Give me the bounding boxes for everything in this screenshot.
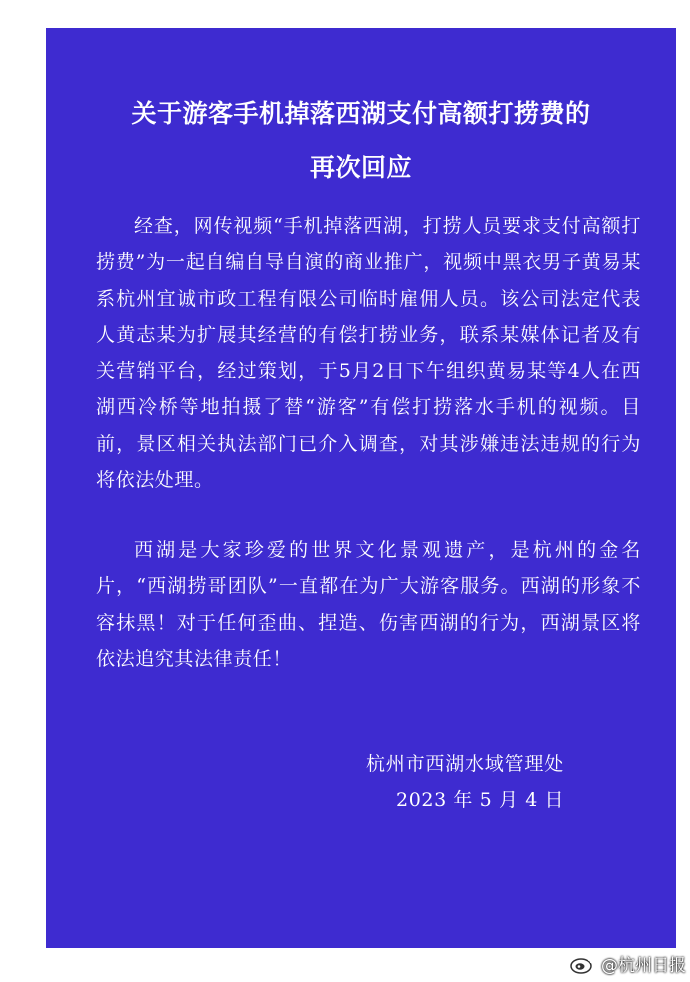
title-line-1: 关于游客手机掉落西湖支付高额打捞费的 xyxy=(131,99,591,128)
watermark-text: @杭州日报 xyxy=(601,956,686,976)
weibo-icon xyxy=(569,954,597,974)
notice-card xyxy=(46,28,676,948)
signature-organization: 杭州市西湖水域管理处 xyxy=(366,753,565,775)
signature-date: 2023 年 5 月 4 日 xyxy=(396,789,565,811)
weibo-watermark xyxy=(569,951,686,976)
body-paragraph-1: 经查，网传视频“手机掉落西湖，打捞人员要求支付高额打捞费”为一起自编自导自演的商业推广，视频中黑衣男子黄易某系杭州宜诚市政工程有限公司临时雇佣人员。该公司法定代表人黄志某为扩展其经营的有偿打捞业务，联系某媒体记者及有关营销平台，经过策划，于5月2日下午组织黄易某等4人在西湖西冷桥等地拍摄了替“游客”有偿打捞落水手机的视频。目前，景区相关执法部门已介入调查，对其涉嫌违法违规的行为将依法处理。 xyxy=(96,215,641,492)
body-paragraph-2: 西湖是大家珍爱的世界文化景观遗产，是杭州的金名片，“西湖捞哥团队”一直都在为广大游客服务。西湖的形象不容抹黑！对于任何歪曲、捏造、伤害西湖的行为，西湖景区将依法追究其法律责任！ xyxy=(96,539,641,670)
title-line-2: 再次回应 xyxy=(309,153,412,182)
